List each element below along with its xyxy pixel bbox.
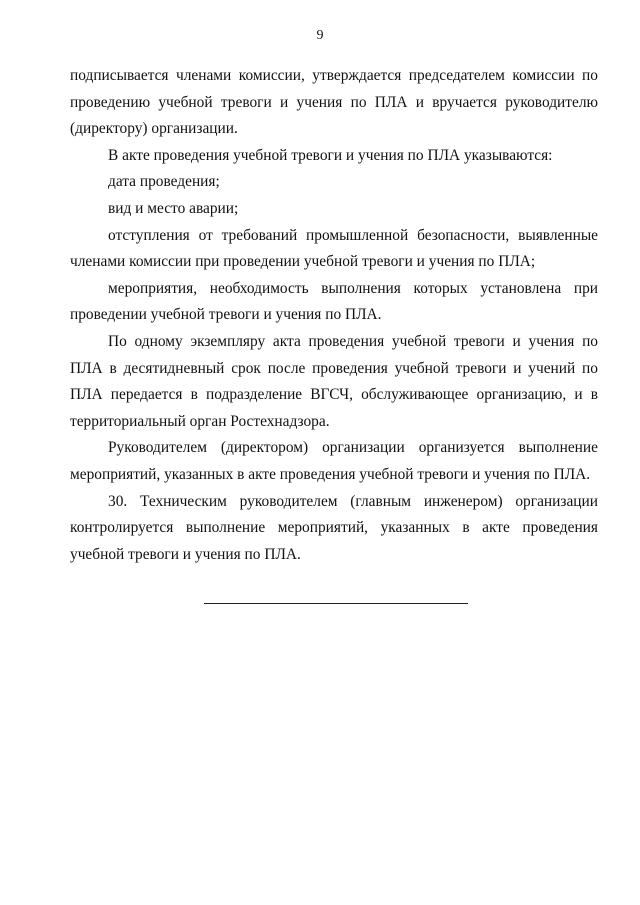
paragraph-act-contents-intro: В акте проведения учебной тревоги и учения по ПЛА указываются: [108,146,553,164]
closing-horizontal-rule [204,603,468,604]
list-item-date: дата проведения; [108,173,220,191]
paragraph-director-organizes: Руководителем (директором) организации организуется выполнение мероприятий, указанных в акте проведения учебной тревоги и учения по ПЛА. [70,439,598,483]
paragraph-continuation: подписывается членами комиссии, утверждается председателем комиссии по проведению учебной тревоги и учения по ПЛА и вручается руководителю (директору) организации. [70,67,598,138]
list-item-accident-type: вид и место аварии; [108,199,239,217]
list-item-deviations: отступления от требований промышленной безопасности, выявленные членами комиссии при проведении учебной тревоги и учения по ПЛА; [70,226,598,271]
page-number: 9 [316,28,324,43]
list-item-measures: мероприятия, необходимость выполнения которых установлена при проведении учебной тревоги и учения по ПЛА. [70,279,598,324]
document-body [70,63,598,568]
paragraph-item-30: 30. Техническим руководителем (главным инженером) организации контролируется выполнение мероприятий, указанных в акте проведения учебной тревоги и учения по ПЛА. [70,492,598,563]
paragraph-act-copy-transfer: По одному экземпляру акта проведения учебной тревоги и учения по ПЛА в десятидневный срок после проведения учебной тревоги и учений по ПЛА передается в подразделение ВГСЧ, обслуживающее организацию, и в территориальный орган Ростехнадзора. [70,332,598,430]
